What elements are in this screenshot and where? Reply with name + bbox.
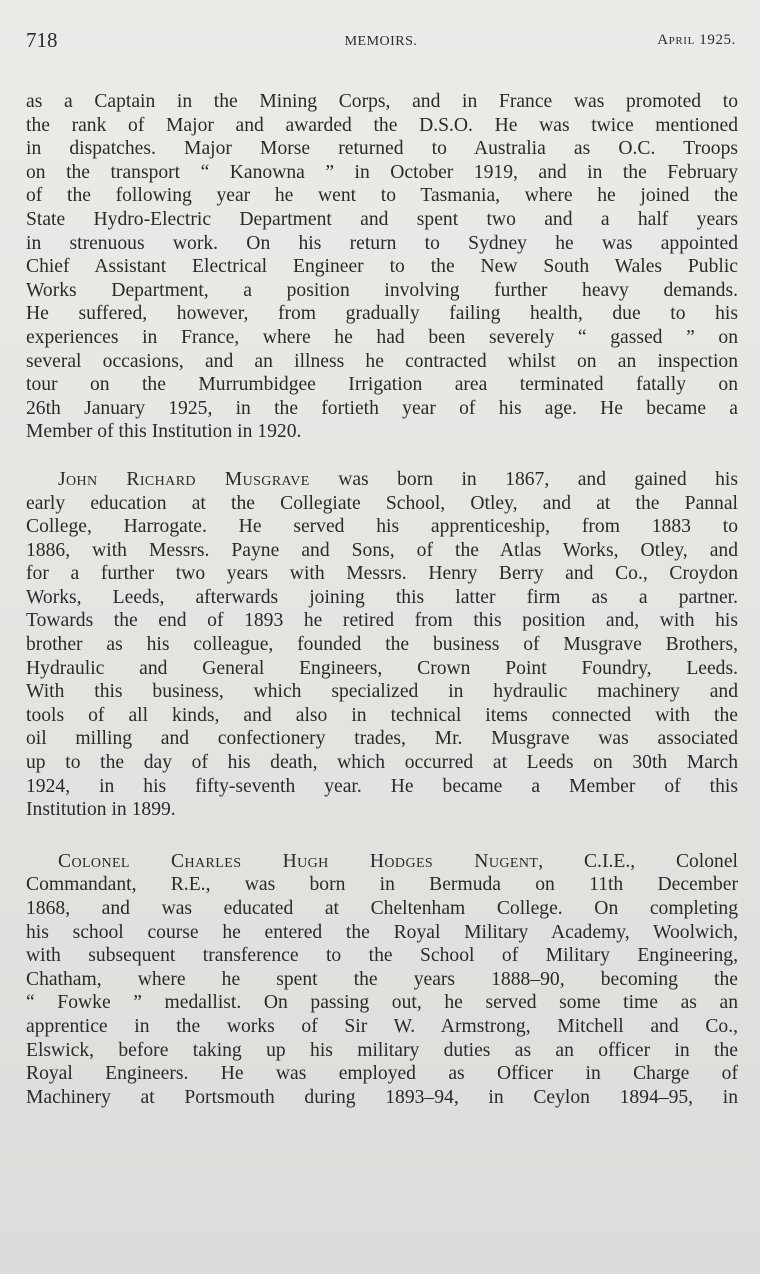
- text-line: with subsequent transference to the School of Military Engineering,: [26, 945, 738, 967]
- text-line: 1924, in his fifty-seventh year. He became a Member of this: [26, 775, 738, 797]
- text-line: Hydraulic and General Engineers, Crown Point Foundry, Leeds.: [26, 657, 738, 679]
- text-line: Member of this Institution in 1920.: [26, 421, 302, 443]
- text-line: Works Department, a position involving further heavy demands.: [26, 279, 738, 301]
- text-line: 1868, and was educated at Cheltenham College. On completing: [26, 898, 738, 919]
- paragraph-morse: [26, 90, 738, 444]
- page-header: [26, 28, 736, 58]
- text-line: experiences in France, where he had been severely “ gassed ” on: [26, 326, 738, 348]
- text-line: early education at the Collegiate School, Otley, and at the Pannal: [26, 492, 738, 514]
- text-line: Works, Leeds, afterwards joining this latter firm as a partner.: [26, 586, 738, 608]
- text-line: in dispatches. Major Morse returned to Australia as O.C. Troops: [26, 138, 738, 160]
- text-line: “ Fowke ” medallist. On passing out, he served some time as an: [26, 992, 738, 1014]
- text-line: 1886, with Messrs. Payne and Sons, of the Atlas Works, Otley, and: [26, 539, 738, 561]
- text-line: Chatham, where he spent the years 1888–90, becoming the: [26, 968, 738, 990]
- text-line: tools of all kinds, and also in technical items connected with the: [26, 704, 738, 726]
- paragraph-musgrave: [26, 468, 738, 822]
- text-line: Commandant, R.E., was born in Bermuda on 11th December: [26, 874, 738, 896]
- text-line: Royal Engineers. He was employed as Officer in Charge of: [26, 1063, 738, 1085]
- text-fragment: , C.I.E., Colonel: [538, 850, 738, 872]
- text-line: Institution in 1899.: [26, 799, 176, 821]
- text-line: Chief Assistant Electrical Engineer to the New South Wales Public: [26, 256, 738, 278]
- memoir-body: [26, 90, 738, 1109]
- memoir-name: Colonel Charles Hugh Hodges Nugent: [58, 850, 539, 872]
- text-line: [26, 468, 738, 492]
- text-line: Machinery at Portsmouth during 1893–94, in Ceylon 1894–95, in: [26, 1086, 738, 1108]
- text-line: his school course he entered the Royal Military Academy, Woolwich,: [26, 921, 738, 943]
- text-line: 26th January 1925, in the fortieth year of his age. He became a: [26, 397, 738, 419]
- text-line: With this business, which specialized in hydraulic machinery and: [26, 681, 738, 703]
- text-line: He suffered, however, from gradually failing health, due to his: [26, 303, 738, 325]
- text-line: brother as his colleague, founded the business of Musgrave Brothers,: [26, 634, 738, 656]
- text-line: Elswick, before taking up his military duties as an officer in the: [26, 1039, 738, 1061]
- text-line: for a further two years with Messrs. Henry Berry and Co., Croydon: [26, 563, 738, 585]
- text-line: College, Harrogate. He served his apprenticeship, from 1883 to: [26, 516, 738, 538]
- text-line: the rank of Major and awarded the D.S.O. He was twice mentioned: [26, 114, 738, 136]
- text-line: Towards the end of 1893 he retired from this position and, with his: [26, 610, 738, 632]
- text-line: tour on the Murrumbidgee Irrigation area terminated fatally on: [26, 374, 738, 396]
- memoir-name: John Richard Musgrave: [58, 468, 310, 490]
- text-line: of the following year he went to Tasmania, where he joined the: [26, 185, 738, 207]
- paragraph-nugent: [26, 850, 738, 1110]
- running-title: MEMOIRS.: [344, 34, 418, 49]
- issue-date: April 1925.: [657, 32, 736, 48]
- text-line: apprentice in the works of Sir W. Armstrong, Mitchell and Co.,: [26, 1015, 738, 1037]
- text-fragment: was born in 1867, and gained his: [338, 468, 738, 490]
- text-line: as a Captain in the Mining Corps, and in France was promoted to: [26, 91, 738, 112]
- text-line: in strenuous work. On his return to Sydney he was appointed: [26, 232, 738, 254]
- text-line: [26, 850, 738, 874]
- text-line: oil milling and confectionery trades, Mr. Musgrave was associated: [26, 728, 738, 750]
- page-number: 718: [26, 28, 58, 52]
- text-line: several occasions, and an illness he contracted whilst on an inspection: [26, 350, 738, 372]
- text-line: up to the day of his death, which occurred at Leeds on 30th March: [26, 752, 738, 774]
- text-line: on the transport “ Kanowna ” in October 1919, and in the February: [26, 161, 738, 183]
- text-line: State Hydro-Electric Department and spent two and a half years: [26, 208, 738, 230]
